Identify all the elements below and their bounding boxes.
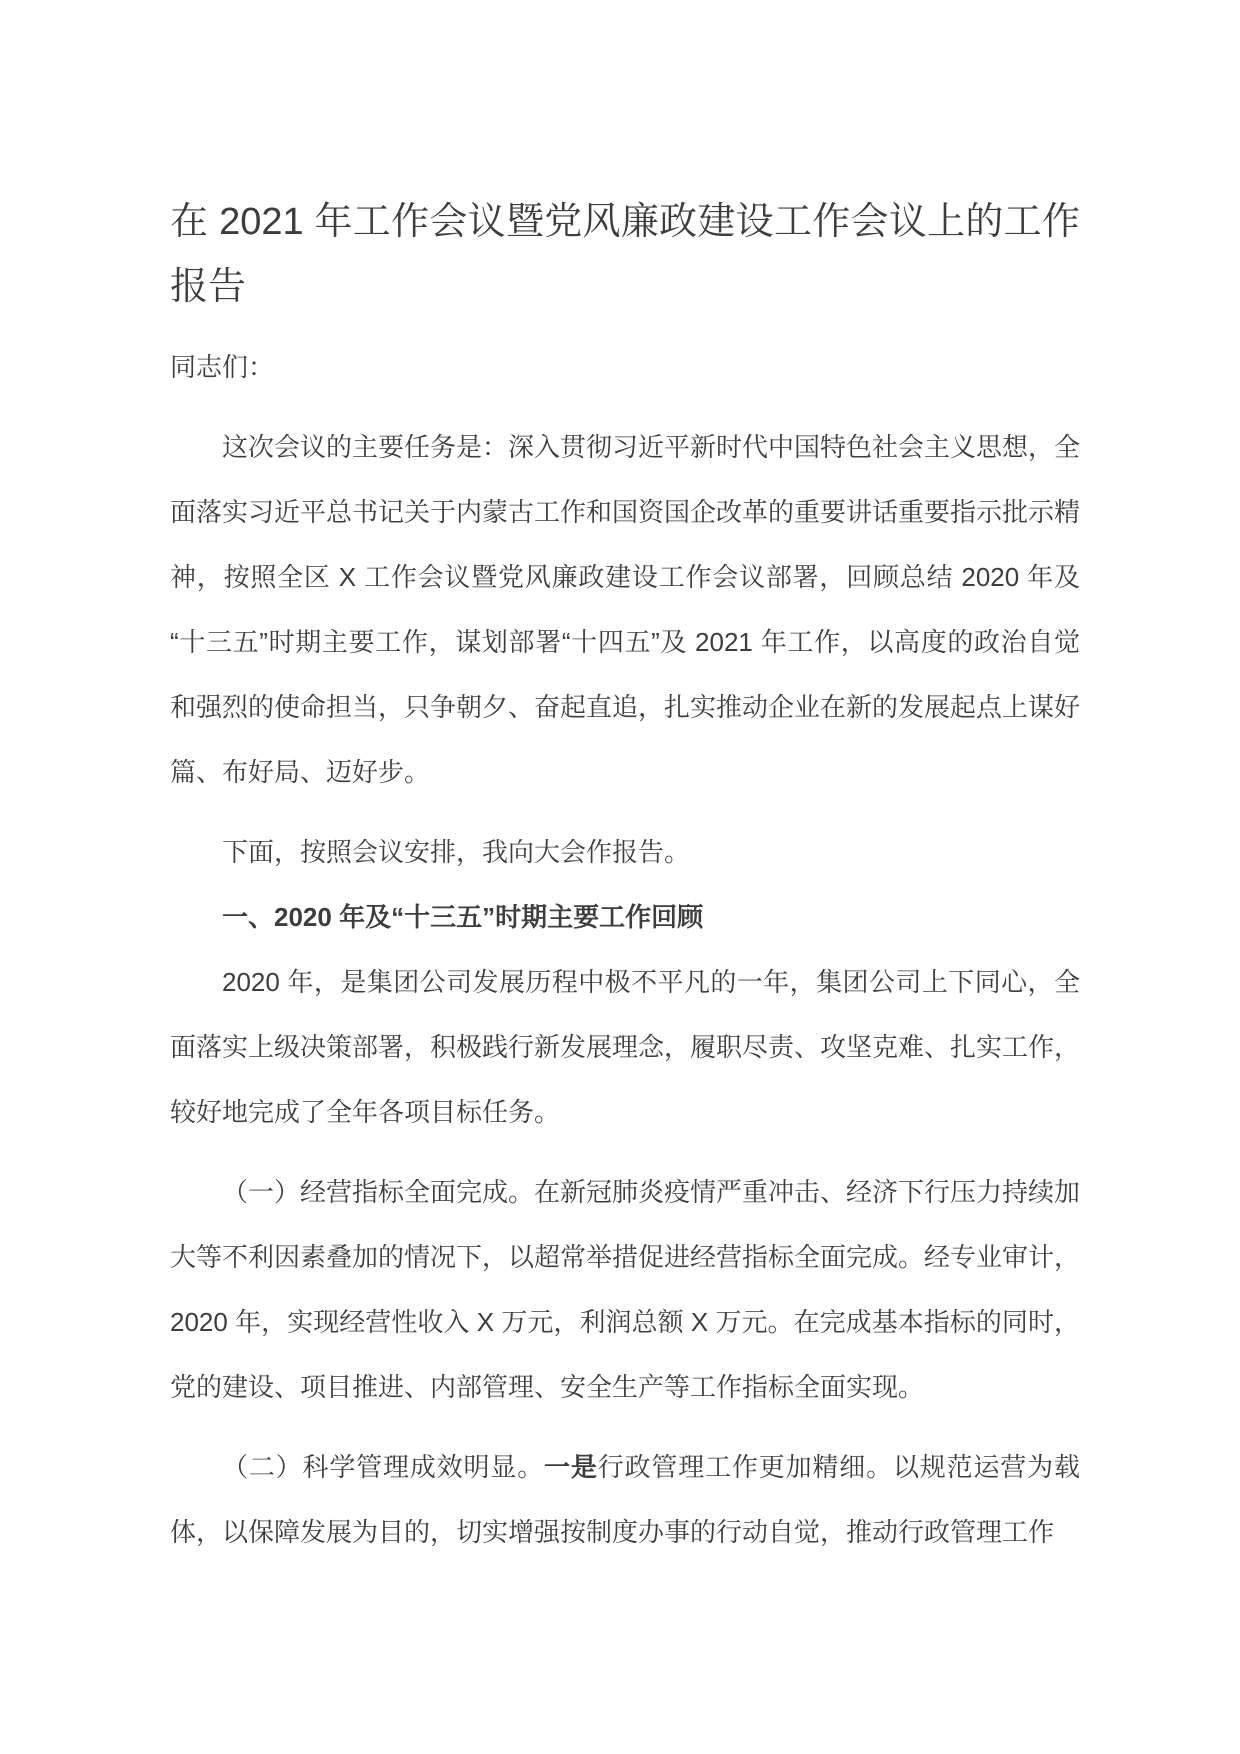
bold-text-run: 一是 <box>544 1452 598 1482</box>
paragraph <box>170 415 1080 805</box>
text-run: 这次会议的主要任务是：深入贯彻习近平新时代中国特色社会主义思想，全面落实习近平总书记关于内蒙古工作和国资国企改革的重要讲话重要指示批示精神，按照全区 X 工作会议暨党风廉政建设工作会议部署，回顾总结 2020 年及“十三五”时期主要工作，谋划部署“十四五”及 2021 年工作，以高度的政治自觉和强烈的使命担当，只争朝夕、奋起直追，扎实推动企业在新的发展起点上谋好篇、布好局、迈好步。 <box>170 432 1081 787</box>
text-run: （二）科学管理成效明显。 <box>222 1452 545 1482</box>
text-run: 同志们： <box>170 352 275 382</box>
salutation <box>170 335 1080 400</box>
text-run: 下面，按照会议安排，我向大会作报告。 <box>222 837 691 867</box>
paragraph <box>170 950 1080 1145</box>
paragraph <box>170 1160 1080 1420</box>
paragraph <box>170 820 1080 885</box>
document-body <box>170 335 1080 1565</box>
text-run: 行政管理工作更加精细。以规范运营为载体，以保障发展为目的，切实增强按制度办事的行动自觉，推动行政管理工作 <box>170 1452 1080 1547</box>
paragraph <box>170 1435 1080 1565</box>
section-heading <box>170 885 1080 950</box>
document-title: 在 2021 年工作会议暨党风廉政建设工作会议上的工作报告 <box>170 201 1080 308</box>
text-run: 一、2020 年及“十三五”时期主要工作回顾 <box>222 902 704 932</box>
text-run: （一）经营指标全面完成。在新冠肺炎疫情严重冲击、经济下行压力持续加大等不利因素叠加的情况下，以超常举措促进经营指标全面完成。经专业审计，2020 年，实现经营性收入 X 万元，利润总额 X 万元。在完成基本指标的同时，党的建设、项目推进、内部管理、安全生产等工作指标全面实现。 <box>170 1177 1081 1402</box>
text-run: 2020 年，是集团公司发展历程中极不平凡的一年，集团公司上下同心，全面落实上级决策部署，积极践行新发展理念，履职尽责、攻坚克难、扎实工作，较好地完成了全年各项目标任务。 <box>170 967 1081 1127</box>
